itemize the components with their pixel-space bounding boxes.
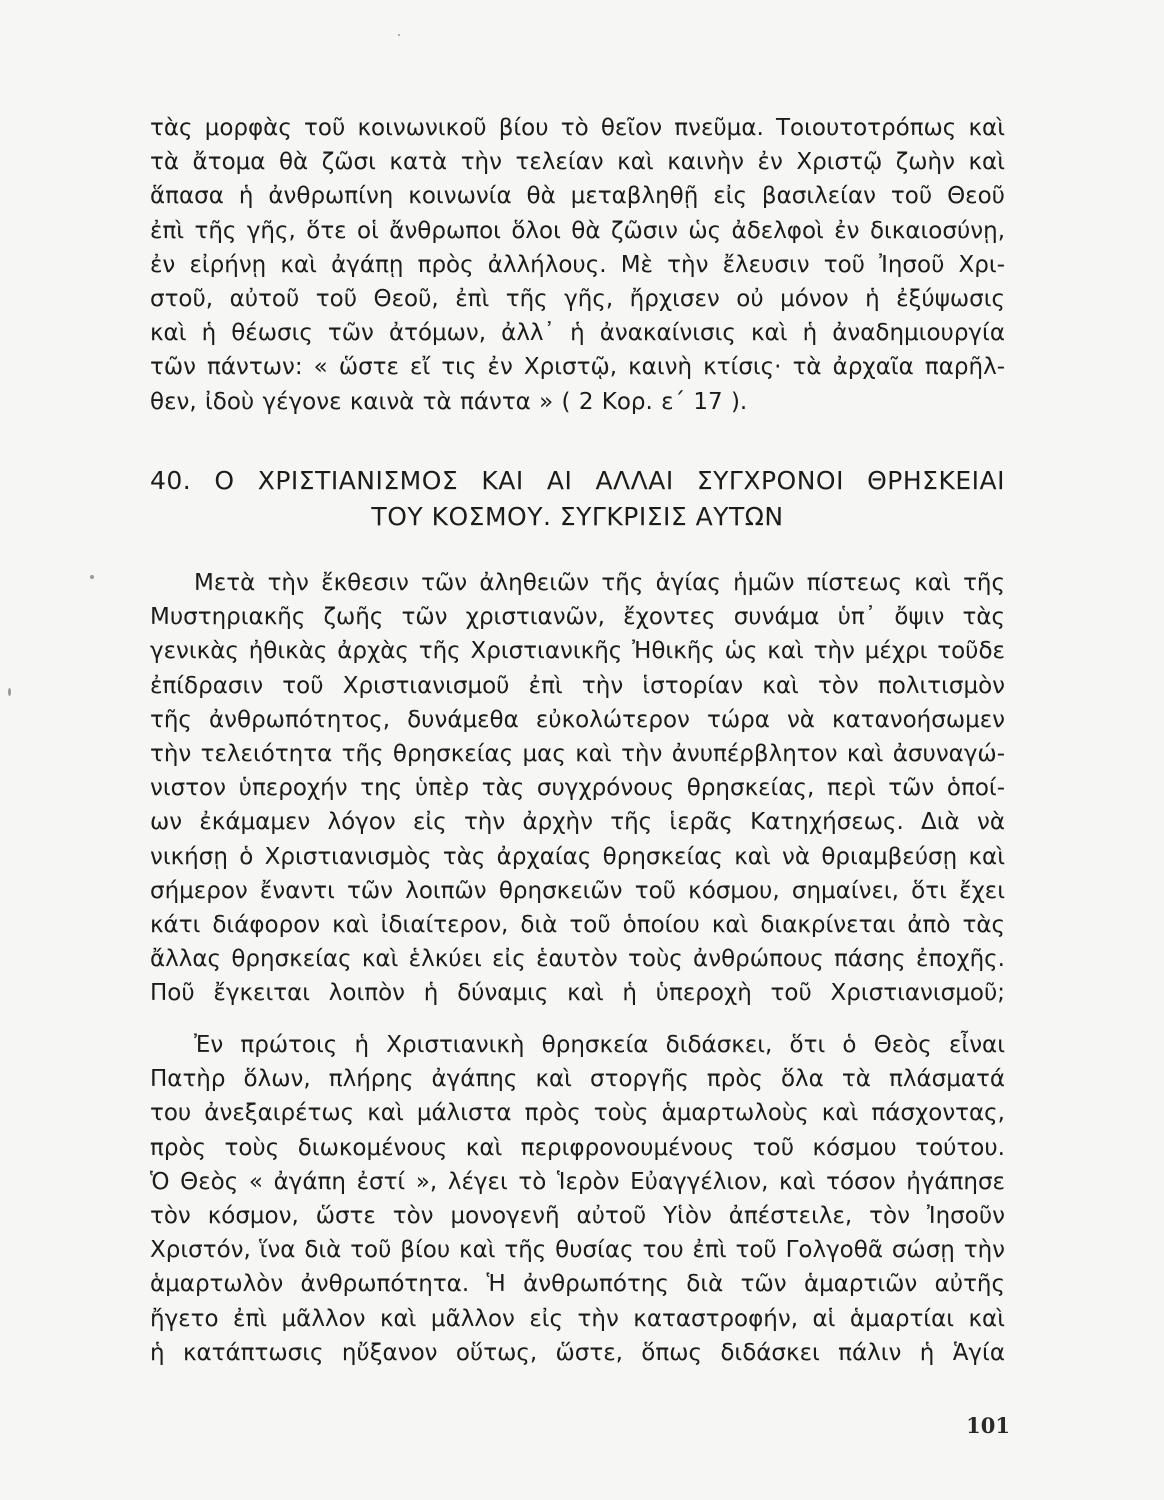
text-line: ἐπίδρασιν τοῦ Χριστιανισμοῦ ἐπὶ τὴν ἱστορίαν καὶ τὸν πολιτισμὸν [150, 672, 1005, 699]
text-line: του ἀνεξαιρέτως καὶ μάλιστα πρὸς τοὺς ἁμαρτωλοὺς καὶ πάσχοντας, [150, 1100, 1005, 1127]
text-line: τὸν κόσμον, ὥστε τὸν μονογενῆ αὐτοῦ Υἱὸν ἀπέστειλε, τὸν Ἰησοῦν [150, 1202, 1005, 1229]
scan-speck [90, 575, 94, 579]
paragraph [150, 566, 1005, 1010]
text-line: τῆς ἀνθρωπότητος, δυνάμεθα εὐκολώτερον τώρα νὰ κατανοήσωμεν [150, 706, 1005, 733]
text-line: Χριστόν, ἵνα διὰ τοῦ βίου καὶ τῆς θυσίας του ἐπὶ τοῦ Γολγοθᾶ σώσῃ τὴν [150, 1237, 1005, 1264]
text-line: Ὁ Θεὸς « ἀγάπη ἐστί », λέγει τὸ Ἱερὸν Εὐαγγέλιον, καὶ τόσον ἠγάπησε [150, 1168, 1005, 1195]
text-line: Ποῦ ἔγκειται λοιπὸν ἡ δύναμις καὶ ἡ ὑπεροχὴ τοῦ Χριστιανισμοῦ; [150, 980, 1005, 1007]
text-line: θεν, ἰδοὺ γέγονε καινὰ τὰ πάντα » ( 2 Κορ. ε΄ 17 ). [150, 388, 748, 415]
text-line: Ἐν πρώτοις ἡ Χριστιανικὴ θρησκεία διδάσκει, ὅτι ὁ Θεὸς εἶναι [194, 1032, 1005, 1058]
text-line: τὰ ἄτομα θὰ ζῶσι κατὰ τὴν τελείαν καὶ καινὴν ἐν Χριστῷ ζωὴν καὶ [150, 149, 1005, 176]
text-line: τῶν πάντων: « ὥστε εἴ τις ἐν Χριστῷ, καινὴ κτίσις· τὰ ἀρχαῖα παρῆλ- [150, 354, 1005, 381]
text-line: στοῦ, αὐτοῦ τοῦ Θεοῦ, ἐπὶ τῆς γῆς, ἤρχισεν οὐ μόνον ἡ ἐξύψωσις [150, 285, 1005, 312]
section-heading [150, 463, 1005, 535]
text-line: πρὸς τοὺς διωκομένους καὶ περιφρονουμένους τοῦ κόσμου τούτου. [150, 1134, 1005, 1161]
text-line: ων ἐκάμαμεν λόγον εἰς τὴν ἀρχὴν τῆς ἱερᾶς Κατηχήσεως. Διὰ νὰ [150, 809, 1005, 836]
text-line: ἤγετο ἐπὶ μᾶλλον καὶ μᾶλλον εἰς τὴν καταστροφήν, αἱ ἁμαρτίαι καὶ [150, 1305, 1005, 1332]
scan-speck [8, 688, 11, 696]
text-line: ἐπὶ τῆς γῆς, ὅτε οἱ ἄνθρωποι ὅλοι θὰ ζῶσιν ὡς ἀδελφοὶ ἐν δικαιοσύνῃ, [150, 217, 1005, 244]
paragraph-continuation [150, 111, 1005, 419]
scan-speck [398, 34, 400, 36]
text-line: νιστον ὑπεροχήν της ὑπὲρ τὰς συγχρόνους θρησκείας, περὶ τῶν ὁποί- [150, 775, 1005, 802]
heading-line: ΤΟΥ ΚΟΣΜΟΥ. ΣΥΓΚΡΙΣΙΣ ΑΥΤΩΝ [371, 502, 784, 531]
text-line: ἄλλας θρησκείας καὶ ἑλκύει εἰς ἑαυτὸν τοὺς ἀνθρώπους πάσης ἐποχῆς. [150, 946, 1005, 973]
text-line: Πατὴρ ὅλων, πλήρης ἀγάπης καὶ στοργῆς πρὸς ὅλα τὰ πλάσματά [150, 1066, 1005, 1093]
paragraph [150, 1028, 1005, 1370]
text-line: τὴν τελειότητα τῆς θρησκείας μας καὶ τὴν ἀνυπέρβλητον καὶ ἀσυναγώ- [150, 740, 1005, 767]
page-number: 101 [966, 1413, 1010, 1438]
text-line: γενικὰς ἠθικὰς ἀρχὰς τῆς Χριστιανικῆς Ἠθικῆς ὡς καὶ τὴν μέχρι τοῦδε [150, 638, 1005, 665]
text-line: ἡ κατάπτωσις ηὔξανον οὕτως, ὥστε, ὅπως διδάσκει πάλιν ἡ Ἁγία [150, 1339, 1005, 1366]
text-line: τὰς μορφὰς τοῦ κοινωνικοῦ βίου τὸ θεῖον πνεῦμα. Τοιουτοτρόπως καὶ [150, 115, 1005, 141]
text-line: καὶ ἡ θέωσις τῶν ἀτόμων, ἀλλ᾿ ἡ ἀνακαίνισις καὶ ἡ ἀναδημιουργία [150, 320, 1005, 347]
text-line: Μετὰ τὴν ἔκθεσιν τῶν ἀληθειῶν τῆς ἁγίας ἡμῶν πίστεως καὶ τῆς [194, 570, 1005, 596]
text-line: ἐν εἰρήνῃ καὶ ἀγάπῃ πρὸς ἀλλήλους. Μὲ τὴν ἔλευσιν τοῦ Ἰησοῦ Χρι- [150, 251, 1005, 278]
text-line: σήμερον ἔναντι τῶν λοιπῶν θρησκειῶν τοῦ κόσμου, σημαίνει, ὅτι ἔχει [150, 877, 1005, 904]
text-line: κάτι διάφορον καὶ ἰδιαίτερον, διὰ τοῦ ὁποίου καὶ διακρίνεται ἀπὸ τὰς [150, 911, 1005, 938]
text-line: Μυστηριακῆς ζωῆς τῶν χριστιανῶν, ἔχοντες συνάμα ὑπ᾿ ὄψιν τὰς [150, 604, 1005, 631]
text-line: ἅπασα ἡ ἀνθρωπίνη κοινωνία θὰ μεταβληθῇ εἰς βασιλείαν τοῦ Θεοῦ [150, 183, 1005, 210]
text-line: ἁμαρτωλὸν ἀνθρωπότητα. Ἡ ἀνθρωπότης διὰ τῶν ἁμαρτιῶν αὐτῆς [150, 1271, 1005, 1298]
text-line: νικήσῃ ὁ Χριστιανισμὸς τὰς ἀρχαίας θρησκείας καὶ νὰ θριαμβεύσῃ καὶ [150, 843, 1005, 870]
heading-line: 40. Ο ΧΡΙΣΤΙΑΝΙΣΜΟΣ ΚΑΙ ΑΙ ΑΛΛΑΙ ΣΥΓΧΡΟΝΟΙ ΘΡΗΣΚΕΙΑΙ [150, 466, 1005, 495]
